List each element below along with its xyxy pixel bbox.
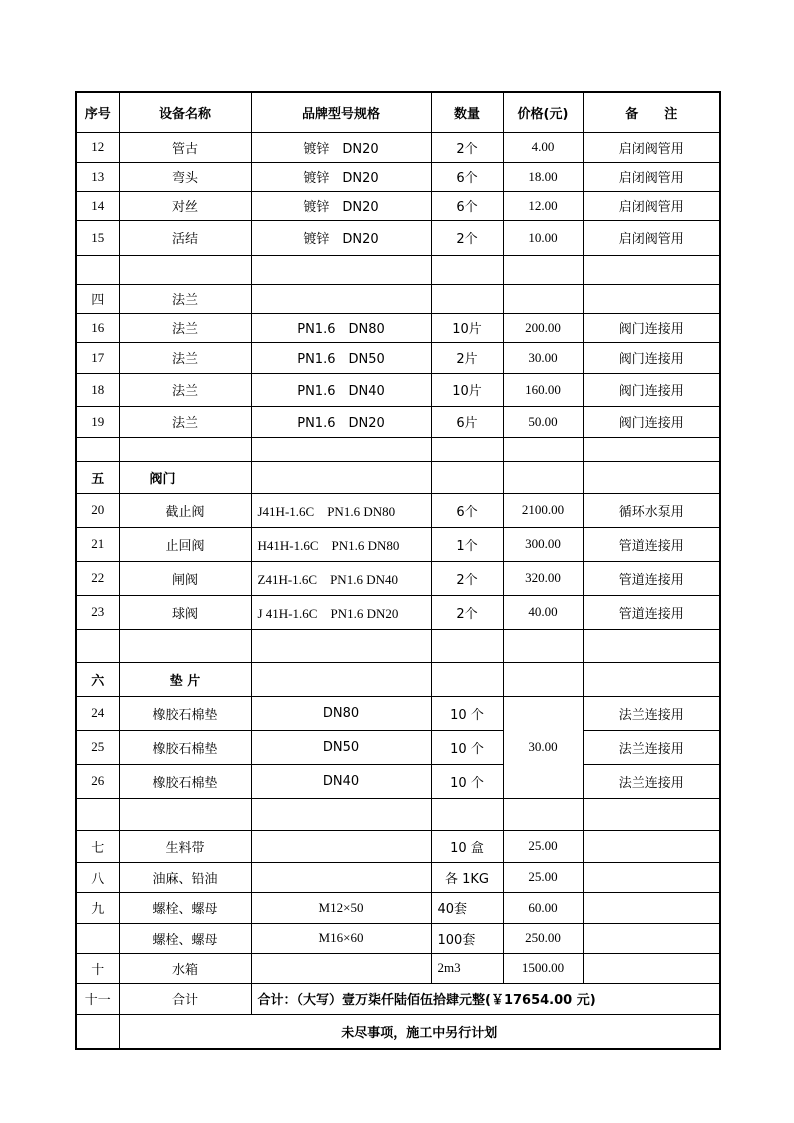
- table-row: [76, 406, 720, 437]
- cell-qty: 40套: [431, 892, 503, 923]
- cell-price: 4.00: [503, 132, 583, 162]
- cell-spec: DN50: [251, 730, 431, 764]
- cell-name: 橡胶石棉垫: [119, 764, 251, 798]
- section-row: [76, 662, 720, 696]
- cell-name: 油麻、铅油: [119, 862, 251, 892]
- cell-price: 2100.00: [503, 493, 583, 527]
- cell-price: 160.00: [503, 373, 583, 406]
- cell-qty: 2片: [431, 342, 503, 373]
- cell-name: 对丝: [119, 191, 251, 220]
- cell-qty: 6个: [431, 162, 503, 191]
- cell-price: 1500.00: [503, 953, 583, 983]
- cell-seq: 24: [76, 696, 119, 730]
- cell-qty: 6片: [431, 406, 503, 437]
- cell-price: 12.00: [503, 191, 583, 220]
- table-row: [76, 764, 720, 798]
- cell-seq: 十: [76, 953, 119, 983]
- cell-qty: 10片: [431, 313, 503, 342]
- cell-seq: 21: [76, 527, 119, 561]
- cell-qty: 6个: [431, 191, 503, 220]
- cell-spec: PN1.6 DN40: [251, 373, 431, 406]
- cell-qty: 各 1KG: [431, 862, 503, 892]
- table-row: [76, 696, 720, 730]
- cell-name: 法兰: [119, 313, 251, 342]
- cell-seq: 22: [76, 561, 119, 595]
- cell-seq: 23: [76, 595, 119, 629]
- blank-row: [76, 798, 720, 830]
- cell-remark: 阀门连接用: [583, 313, 720, 342]
- cell-remark: 法兰连接用: [583, 730, 720, 764]
- equipment-table: [75, 91, 721, 1050]
- cell-qty: 10 个: [431, 696, 503, 730]
- cell-seq: 12: [76, 132, 119, 162]
- header-row: [76, 92, 720, 132]
- table-row: [76, 373, 720, 406]
- cell-seq: 五: [76, 461, 119, 493]
- cell-seq: 14: [76, 191, 119, 220]
- table-row: [76, 313, 720, 342]
- cell-spec: J41H-1.6C PN1.6 DN80: [251, 493, 431, 527]
- section-row: [76, 284, 720, 313]
- cell-name: 法兰: [119, 342, 251, 373]
- cell-price: 200.00: [503, 313, 583, 342]
- cell-name: 螺栓、螺母: [119, 923, 251, 953]
- cell-seq: 25: [76, 730, 119, 764]
- footer-note: 未尽事项，施工中另行计划: [119, 1014, 720, 1049]
- cell-spec: 镀锌 DN20: [251, 132, 431, 162]
- table-row: [76, 493, 720, 527]
- cell-qty: 6个: [431, 493, 503, 527]
- cell-seq: 17: [76, 342, 119, 373]
- cell-spec: H41H-1.6C PN1.6 DN80: [251, 527, 431, 561]
- cell-qty: 2个: [431, 595, 503, 629]
- cell-spec: DN40: [251, 764, 431, 798]
- table-row: [76, 953, 720, 983]
- cell-price: 18.00: [503, 162, 583, 191]
- cell-price: 25.00: [503, 830, 583, 862]
- cell-remark: 法兰连接用: [583, 764, 720, 798]
- cell-spec: M16×60: [251, 923, 431, 953]
- cell-remark: 管道连接用: [583, 595, 720, 629]
- cell-qty: 10片: [431, 373, 503, 406]
- header-remark: 备 注: [583, 92, 720, 132]
- table-row: [76, 132, 720, 162]
- cell-seq: 八: [76, 862, 119, 892]
- cell-name: 生料带: [119, 830, 251, 862]
- cell-remark: 启闭阀管用: [583, 191, 720, 220]
- cell-name: 管古: [119, 132, 251, 162]
- table-row: [76, 923, 720, 953]
- blank-row: [76, 437, 720, 461]
- cell-price: 25.00: [503, 862, 583, 892]
- cell-qty: 10 盒: [431, 830, 503, 862]
- cell-seq: [76, 923, 119, 953]
- cell-name: 止回阀: [119, 527, 251, 561]
- cell-name: 垫 片: [119, 662, 251, 696]
- note-row: [76, 1014, 720, 1049]
- cell-price: 30.00: [503, 342, 583, 373]
- cell-name: 法兰: [119, 373, 251, 406]
- blank-row: [76, 255, 720, 284]
- cell-seq: 六: [76, 662, 119, 696]
- cell-price: 300.00: [503, 527, 583, 561]
- header-price: 价格(元): [503, 92, 583, 132]
- section-row: [76, 461, 720, 493]
- table-row: [76, 191, 720, 220]
- cell-remark: 管道连接用: [583, 561, 720, 595]
- cell-name: 橡胶石棉垫: [119, 730, 251, 764]
- cell-spec: 镀锌 DN20: [251, 220, 431, 255]
- cell-qty: 10 个: [431, 730, 503, 764]
- cell-spec: DN80: [251, 696, 431, 730]
- table-row: [76, 892, 720, 923]
- cell-name: 活结: [119, 220, 251, 255]
- table-row: [76, 595, 720, 629]
- total-row: [76, 983, 720, 1014]
- cell-name: 法兰: [119, 284, 251, 313]
- cell-seq: 16: [76, 313, 119, 342]
- table-row: [76, 527, 720, 561]
- cell-remark: 阀门连接用: [583, 373, 720, 406]
- table-row: [76, 830, 720, 862]
- cell-name: 球阀: [119, 595, 251, 629]
- cell-qty: 2个: [431, 561, 503, 595]
- table-row: [76, 220, 720, 255]
- cell-price: 10.00: [503, 220, 583, 255]
- cell-seq: 七: [76, 830, 119, 862]
- cell-seq: 26: [76, 764, 119, 798]
- cell-qty: 2m3: [431, 953, 503, 983]
- cell-price: 250.00: [503, 923, 583, 953]
- cell-remark: 阀门连接用: [583, 406, 720, 437]
- cell-name: 法兰: [119, 406, 251, 437]
- cell-price: 60.00: [503, 892, 583, 923]
- cell-spec: PN1.6 DN50: [251, 342, 431, 373]
- cell-remark: 启闭阀管用: [583, 132, 720, 162]
- table-row: [76, 730, 720, 764]
- cell-name: 橡胶石棉垫: [119, 696, 251, 730]
- cell-remark: 启闭阀管用: [583, 162, 720, 191]
- cell-name: 弯头: [119, 162, 251, 191]
- cell-price: 40.00: [503, 595, 583, 629]
- total-amount: 合计：（大写）壹万柒仟陆佰伍拾肆元整(￥17654.00 元): [251, 983, 720, 1014]
- cell-spec: 镀锌 DN20: [251, 162, 431, 191]
- cell-seq: 四: [76, 284, 119, 313]
- cell-seq: 18: [76, 373, 119, 406]
- cell-remark: 法兰连接用: [583, 696, 720, 730]
- cell-name: 截止阀: [119, 493, 251, 527]
- cell-spec: J 41H-1.6C PN1.6 DN20: [251, 595, 431, 629]
- cell-spec: PN1.6 DN20: [251, 406, 431, 437]
- cell-spec: M12×50: [251, 892, 431, 923]
- cell-name: 水箱: [119, 953, 251, 983]
- cell-remark: 循环水泵用: [583, 493, 720, 527]
- cell-name: 螺栓、螺母: [119, 892, 251, 923]
- cell-spec: PN1.6 DN80: [251, 313, 431, 342]
- header-seq: 序号: [76, 92, 119, 132]
- cell-price: 50.00: [503, 406, 583, 437]
- cell-seq: 20: [76, 493, 119, 527]
- cell-seq: 19: [76, 406, 119, 437]
- cell-qty: 10 个: [431, 764, 503, 798]
- cell-spec: Z41H-1.6C PN1.6 DN40: [251, 561, 431, 595]
- table-row: [76, 862, 720, 892]
- cell-name: 闸阀: [119, 561, 251, 595]
- cell-remark: 管道连接用: [583, 527, 720, 561]
- cell-seq: 九: [76, 892, 119, 923]
- cell-qty: 1个: [431, 527, 503, 561]
- cell-remark: 启闭阀管用: [583, 220, 720, 255]
- cell-seq: 13: [76, 162, 119, 191]
- cell-price-merged: 30.00: [503, 696, 583, 798]
- cell-qty: 2个: [431, 220, 503, 255]
- header-qty: 数量: [431, 92, 503, 132]
- cell-seq: 十一: [76, 983, 119, 1014]
- cell-name: 合计: [119, 983, 251, 1014]
- cell-spec: 镀锌 DN20: [251, 191, 431, 220]
- cell-qty: 2个: [431, 132, 503, 162]
- cell-seq: 15: [76, 220, 119, 255]
- blank-row: [76, 629, 720, 662]
- header-spec: 品牌型号规格: [251, 92, 431, 132]
- header-name: 设备名称: [119, 92, 251, 132]
- cell-name: 阀门: [119, 461, 251, 493]
- cell-price: 320.00: [503, 561, 583, 595]
- table-row: [76, 162, 720, 191]
- cell-qty: 100套: [431, 923, 503, 953]
- table-row: [76, 342, 720, 373]
- cell-remark: 阀门连接用: [583, 342, 720, 373]
- table-row: [76, 561, 720, 595]
